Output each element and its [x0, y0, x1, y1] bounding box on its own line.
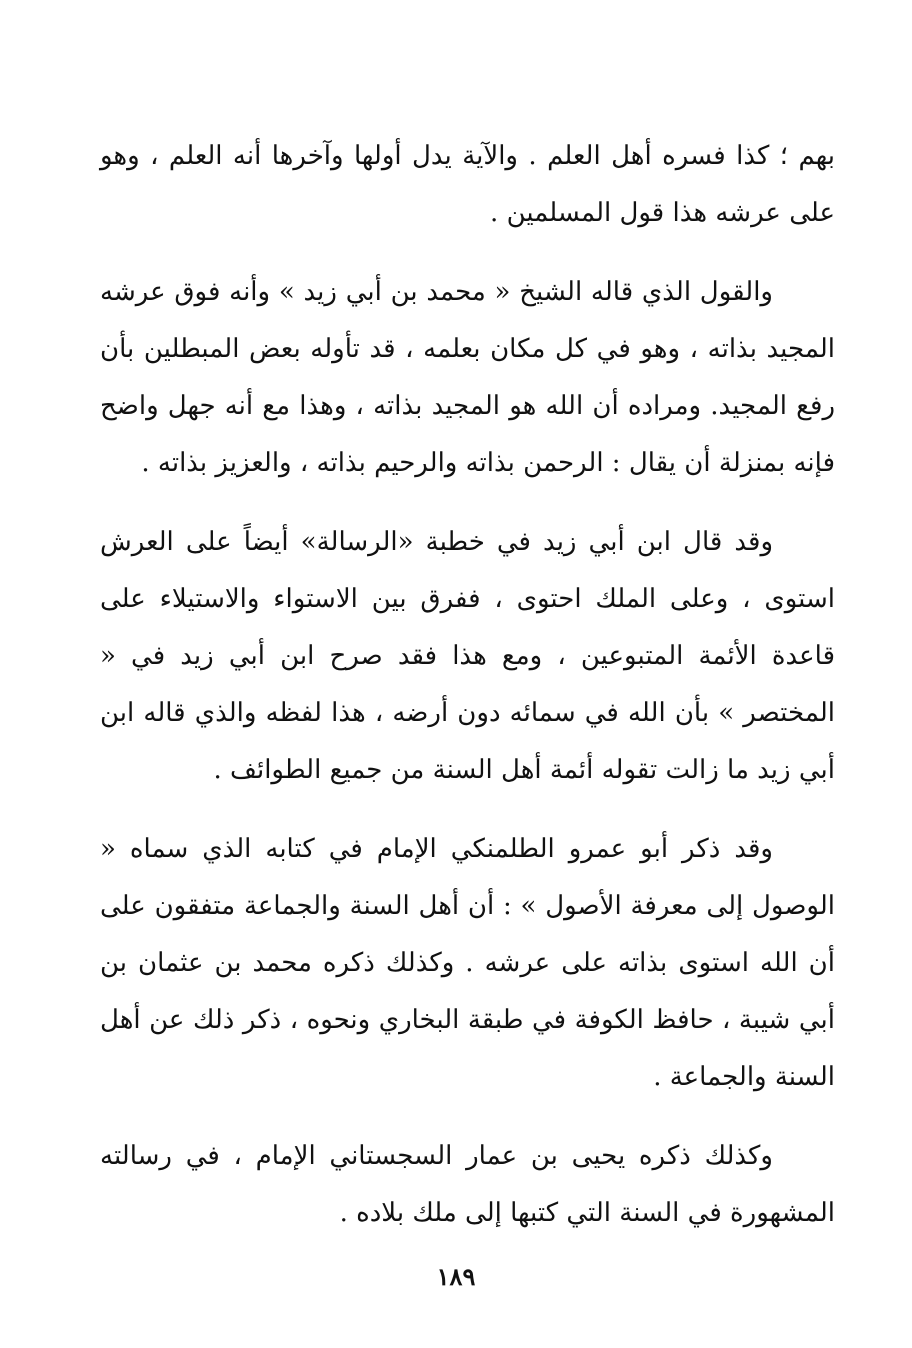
page-body: [100, 128, 835, 1242]
paragraph-4: وقد ذكر أبو عمرو الطلمنكي الإمام في كتابه الذي سماه « الوصول إلى معرفة الأصول » : أن أهل السنة والجماعة متفقون على أن الله استوى بذاته على عرشه . وكذلك ذكره محمد بن عثمان بن أبي شيبة ، حافظ الكوفة في طبقة البخاري ونحوه ، ذكر ذلك عن أهل السنة والجماعة .: [100, 834, 835, 1092]
page-number: ١٨٩: [436, 1262, 476, 1291]
paragraph-5: وكذلك ذكره يحيى بن عمار السجستاني الإمام ، في رسالته المشهورة في السنة التي كتبها إلى ملك بلاده .: [100, 1141, 835, 1228]
paragraph-2: والقول الذي قاله الشيخ « محمد بن أبي زيد » وأنه فوق عرشه المجيد بذاته ، وهو في كل مكان بعلمه ، قد تأوله بعض المبطلين بأن رفع المجيد. ومراده أن الله هو المجيد بذاته ، وهذا مع أنه جهل واضح فإنه بمنزلة أن يقال : الرحمن بذاته والرحيم بذاته ، والعزيز بذاته .: [100, 277, 835, 478]
paragraph-1: بهم ؛ كذا فسره أهل العلم . والآية يدل أولها وآخرها أنه العلم ، وهو على عرشه هذا قول المسلمين .: [100, 141, 835, 228]
paragraph-3: وقد قال ابن أبي زيد في خطبة «الرسالة» أيضاً على العرش استوى ، وعلى الملك احتوى ، ففرق بين الاستواء والاستيلاء على قاعدة الأئمة المتبوعين ، ومع هذا فقد صرح ابن أبي زيد في « المختصر » بأن الله في سمائه دون أرضه ، هذا لفظه والذي قاله ابن أبي زيد ما زالت تقوله أئمة أهل السنة من جميع الطوائف .: [100, 527, 835, 785]
